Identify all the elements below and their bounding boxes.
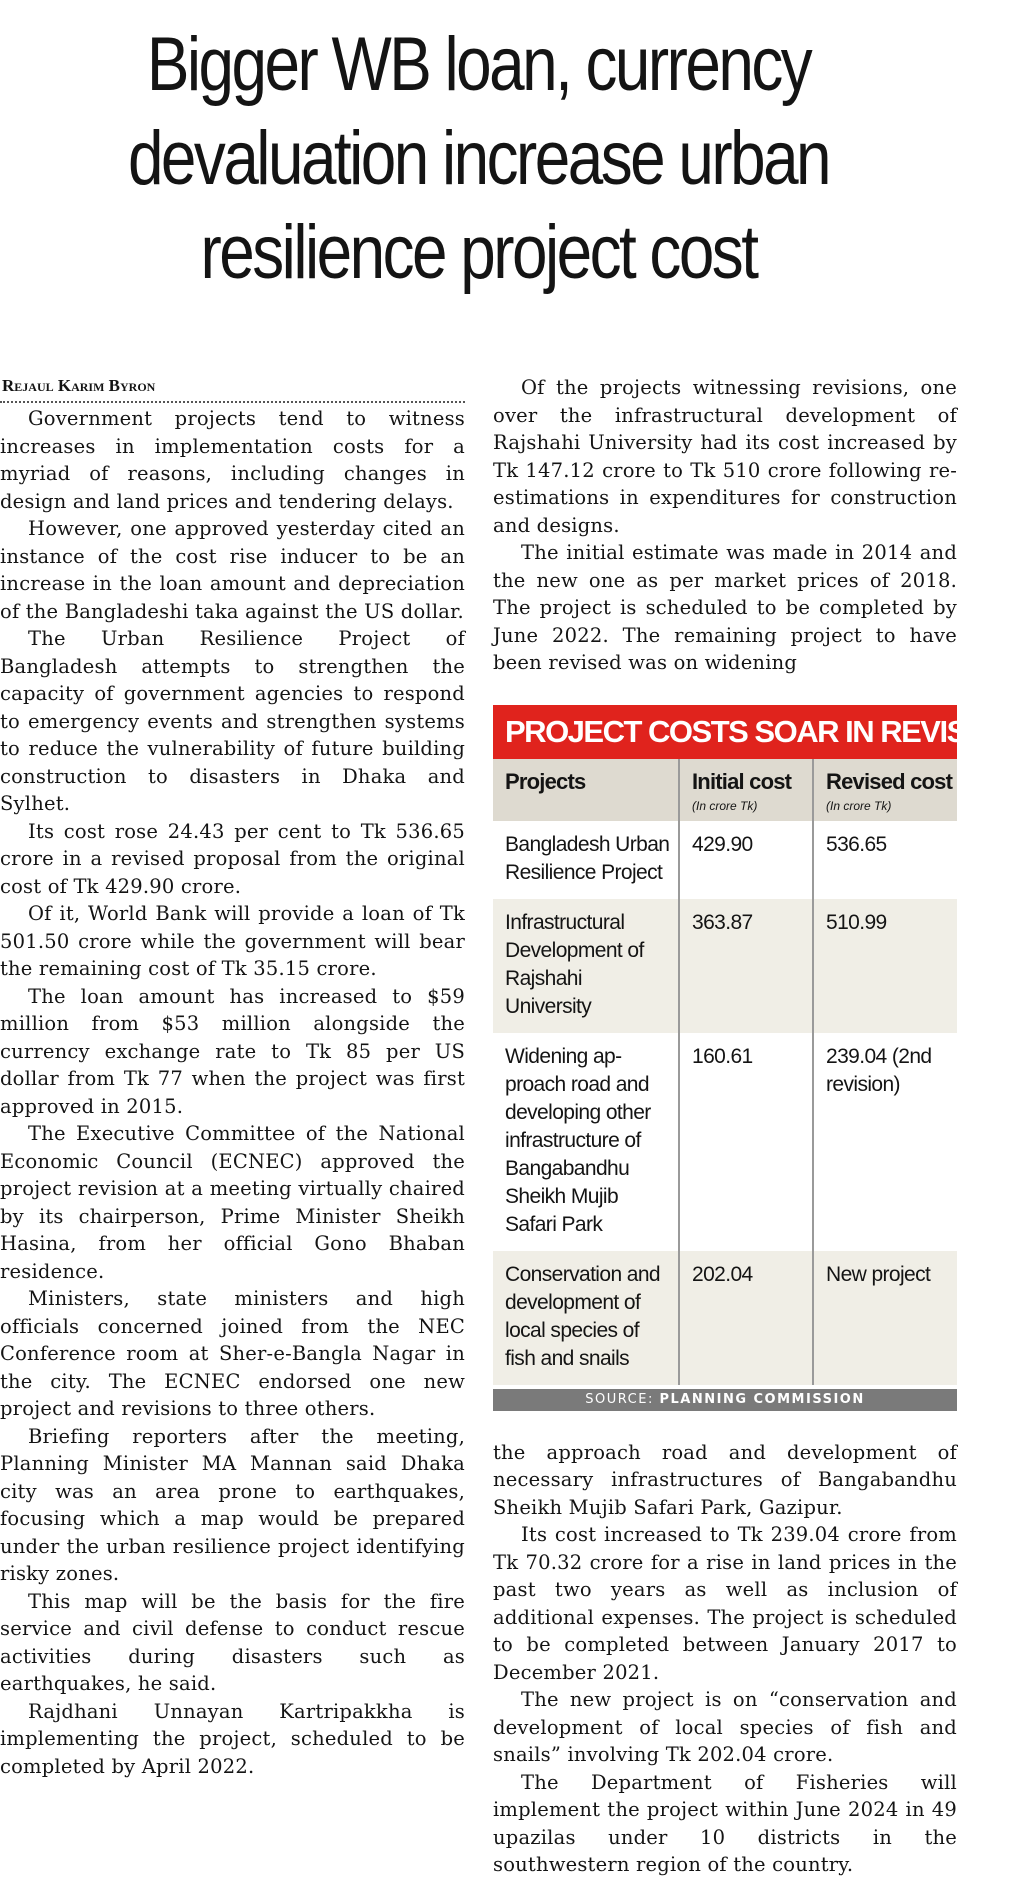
paragraph: However, one approved yesterday cited an instance of the cost rise inducer to be an increase in the loan amount and depreciation of the Bangladeshi taka against the US dollar. bbox=[0, 517, 465, 623]
project-costs-table-box bbox=[493, 705, 1016, 1411]
paragraph: The Executive Committee of the National Economic Council (ECNEC) approved the project revision at a meeting virtually chaired by its chairperson, Prime Minister Sheikh Hasina, from her official Gono Bhaban residence. bbox=[0, 1122, 465, 1283]
byline-divider bbox=[0, 401, 465, 403]
header-projects bbox=[493, 759, 679, 821]
headline: Bigger WB loan, currency devaluation increase urban resilience project cost bbox=[127, 22, 830, 295]
cell-initial: 363.87 bbox=[679, 899, 813, 1033]
paragraph: The new project is on “conservation and development of local species of fish and snails” involving Tk 202.04 crore. bbox=[493, 1688, 957, 1766]
cell-project: Bangladesh Urban Resilience Project bbox=[505, 832, 670, 884]
table-header-row bbox=[493, 759, 957, 821]
table-row bbox=[493, 1033, 957, 1251]
cell-initial: 160.61 bbox=[679, 1033, 813, 1251]
paragraph: Government projects tend to witness increases in implementation costs for a myriad of reasons, including changes in design and land prices and tendering delays. bbox=[0, 407, 465, 513]
paragraph: The Urban Resilience Project of Bangladesh attempts to strengthen the capacity of government agencies to respond to emergency events and strengthen systems to reduce the vulnerability of future building construction to disasters in Dhaka and Sylhet. bbox=[0, 627, 465, 815]
source-value: PLANNING COMMISSION bbox=[659, 1391, 865, 1407]
source-label: SOURCE: bbox=[585, 1391, 654, 1407]
cell-revised: 239.04 (2nd revision) bbox=[813, 1033, 957, 1251]
table-title: PROJECT COSTS SOAR IN REVISION bbox=[493, 705, 957, 759]
header-initial-unit: (In crore Tk) bbox=[692, 798, 758, 813]
cell-revised: 536.65 bbox=[813, 821, 957, 899]
cell-initial: 202.04 bbox=[679, 1251, 813, 1385]
header-initial-cost bbox=[679, 759, 813, 821]
cell-revised: 510.99 bbox=[813, 899, 957, 1033]
paragraph: The initial estimate was made in 2014 and the new one as per market prices of 2018. The project is scheduled to be completed by June 2022. The remaining project to have been revised was on widening bbox=[493, 541, 957, 674]
cell-project: Infrastructural Development of Rajshahi University bbox=[493, 899, 679, 1033]
header-revised-unit: (In crore Tk) bbox=[826, 798, 892, 813]
paragraph: Rajdhani Unnayan Kartripakkha is implementing the project, scheduled to be completed by April 2022. bbox=[0, 1699, 465, 1778]
cell-project: Conservation and development of local species of fish and snails bbox=[493, 1251, 679, 1385]
article-right-column bbox=[493, 374, 1016, 1879]
paragraph: This map will be the basis for the fire service and civil defense to conduct rescue activities during disasters such as earthquakes, he said. bbox=[0, 1589, 465, 1695]
table-source bbox=[493, 1389, 957, 1411]
paragraph: The loan amount has increased to $59 million from $53 million alongside the currency exchange rate to Tk 85 per US dollar from Tk 77 when the project was first approved in 2015. bbox=[0, 984, 465, 1118]
cell-revised: New project bbox=[813, 1251, 957, 1385]
cell-project: Widening ap-proach road and developing other infrastructure of Bangabandhu Sheikh Mujib Safari Park bbox=[505, 1044, 651, 1236]
header-revised-label: Revised cost bbox=[826, 768, 953, 794]
table-row bbox=[493, 899, 957, 1033]
header-revised-cost bbox=[813, 759, 957, 821]
paragraph: The Department of Fisheries will implement the project within June 2024 in 49 upazilas under 10 districts in the southwestern region of the country. bbox=[493, 1770, 957, 1876]
paragraph: Of the projects witnessing revisions, one over the infrastructural development of Rajshahi University had its cost increased by Tk 147.12 crore to Tk 510 crore following re-estimations in expenditures for construction and designs. bbox=[493, 376, 957, 537]
byline: Rejaul Karim Byron bbox=[2, 376, 156, 395]
cell-initial: 429.90 bbox=[679, 821, 813, 899]
paragraph: the approach road and development of necessary infrastructures of Bangabandhu Sheikh Mujib Safari Park, Gazipur. bbox=[493, 1440, 957, 1519]
table-row bbox=[493, 1251, 957, 1385]
project-costs-table bbox=[493, 759, 957, 1385]
header-projects-label: Projects bbox=[505, 768, 586, 794]
table-row bbox=[493, 821, 957, 899]
paragraph: Its cost rose 24.43 per cent to Tk 536.65 crore in a revised proposal from the original cost of Tk 429.90 crore. bbox=[0, 819, 465, 898]
article-left-column bbox=[0, 374, 465, 1780]
paragraph: Of it, World Bank will provide a loan of Tk 501.50 crore while the government will bear the remaining cost of Tk 35.15 crore. bbox=[0, 902, 465, 980]
right-column-continued bbox=[493, 1439, 957, 1879]
paragraph: Ministers, state ministers and high officials concerned joined from the NEC Conference room at Sher-e-Bangla Nagar in the city. The ECNEC endorsed one new project and revisions to three others. bbox=[0, 1287, 465, 1420]
paragraph: Its cost increased to Tk 239.04 crore from Tk 70.32 crore for a rise in land prices in the past two years as well as inclusion of additional expenses. The project is scheduled to be completed between January 2017 to December 2021. bbox=[493, 1523, 957, 1684]
paragraph: Briefing reporters after the meeting, Planning Minister MA Mannan said Dhaka city was an area prone to earthquakes, focusing which a map would be prepared under the urban resilience project identifying risky zones. bbox=[0, 1424, 465, 1585]
header-initial-label: Initial cost bbox=[692, 768, 792, 794]
